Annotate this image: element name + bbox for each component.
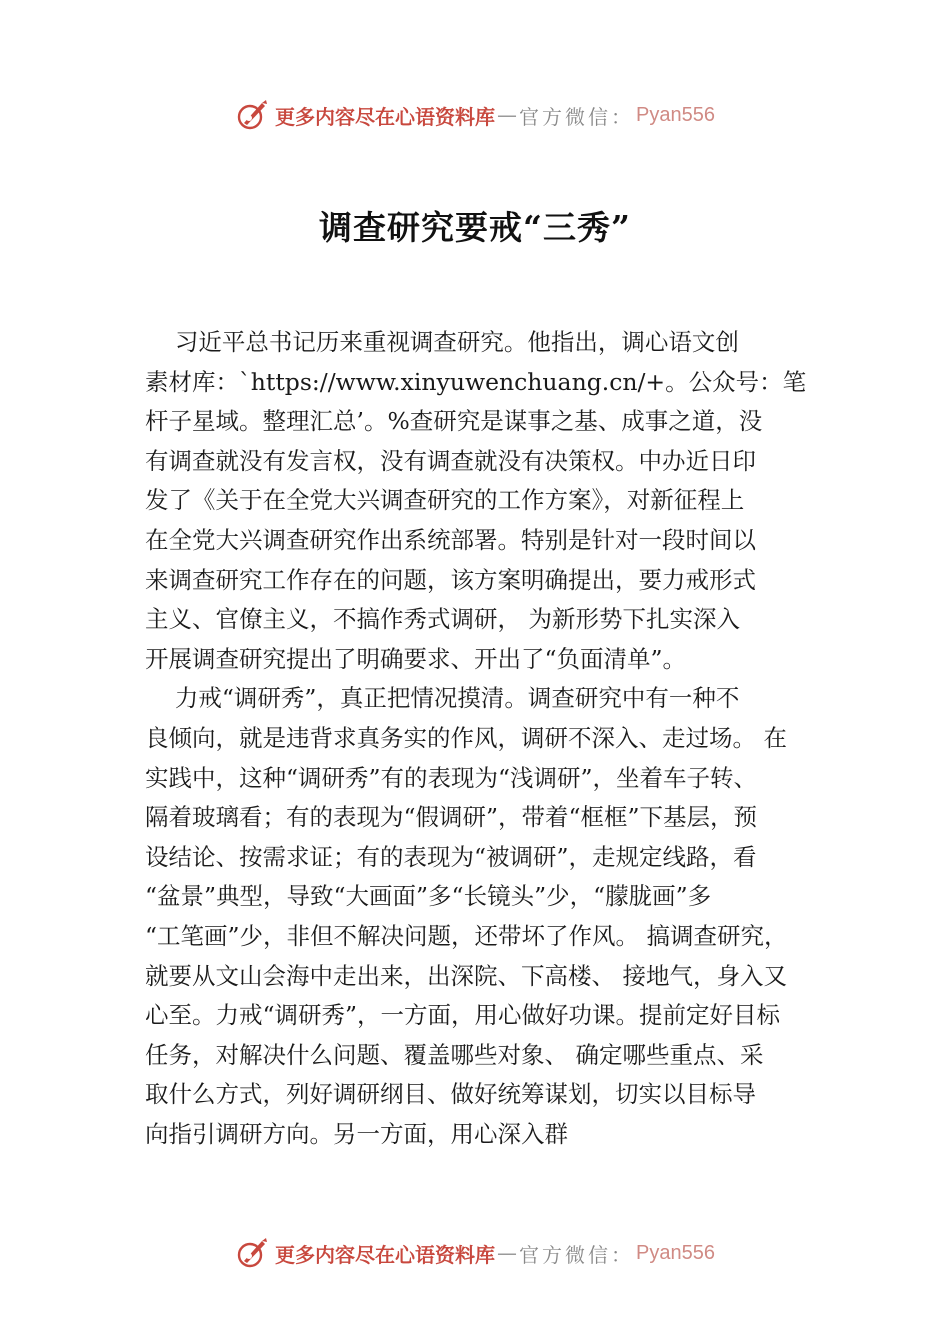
quill-pen-logo-icon <box>235 98 269 132</box>
text-line: 习近平总书记历来重视调查研究。他指出，调心语文创 <box>145 328 739 356</box>
text-line: 向指引调研方向。另一方面，用心深入群 <box>145 1119 568 1148</box>
header-banner <box>0 95 950 135</box>
footer-banner <box>0 1233 950 1273</box>
text-line: 有调查就没有发言权，没有调查就没有决策权。中办近日印 <box>145 446 756 475</box>
text-line: 力戒“调研秀”，真正把情况摸清。调查研究中有一种不 <box>145 684 740 713</box>
text-line: 来调查研究工作存在的问题，该方案明确提出，要力戒形式 <box>145 565 756 594</box>
text-line: 开展调查研究提出了明确要求、开出了“负面清单”。 <box>145 644 687 673</box>
banner-official-label: 官方微信： <box>519 104 635 129</box>
quill-pen-logo-icon <box>235 1236 269 1270</box>
banner-official-label: 官方微信： <box>519 1242 635 1267</box>
text-line: “工笔画”少，非但不解决问题，还带坏了作风。 搞调查研究， <box>145 921 788 950</box>
document-title: 调查研究要戒“三秀” <box>319 208 631 247</box>
banner-dash: — <box>497 1241 518 1265</box>
text-line: 隔着玻璃看；有的表现为“假调研”，带着“框框”下基层，预 <box>145 803 758 832</box>
text-line: 杆子星域。整理汇总’。%查研究是谋事之基、成事之道，没 <box>145 407 763 436</box>
text-line: 实践中，这种“调研秀”有的表现为“浅调研”，坐着车子转、 <box>145 763 758 792</box>
text-line: 就要从文山会海中走出来，出深院、下高楼、 接地气，身入又 <box>145 961 787 990</box>
text-line: 主义、官僚主义，不搞作秀式调研， 为新形势下扎实深入 <box>145 605 740 634</box>
banner-dash: — <box>497 103 518 127</box>
text-line: “盆景”典型，导致“大画面”多“长镜头”少，“朦胧画”多 <box>145 882 712 911</box>
text-line: 设结论、按需求证；有的表现为“被调研”，走规定线路，看 <box>145 842 757 871</box>
text-line: 取什么方式，列好调研纲目、做好统筹谋划，切实以目标导 <box>145 1080 756 1109</box>
banner-slogan: 更多内容尽在心语资料库 <box>275 104 496 129</box>
article-body <box>145 323 835 1154</box>
text-line: 任务，对解决什么问题、覆盖哪些对象、 确定哪些重点、采 <box>145 1040 764 1069</box>
text-line: 素材库：`https://www.xinyuwenchuang.cn/+。公众号：笔 <box>145 367 807 396</box>
text-line: 发了《关于在全党大兴调查研究的工作方案》，对新征程上 <box>145 486 745 515</box>
banner-slogan: 更多内容尽在心语资料库 <box>275 1242 496 1267</box>
banner-wechat-id: Pyan556 <box>636 1241 715 1264</box>
text-line: 心至。力戒“调研秀”，一方面，用心做好功课。提前定好目标 <box>145 1001 781 1030</box>
banner-wechat-id: Pyan556 <box>636 103 715 126</box>
text-line: 在全党大兴调查研究作出系统部署。特别是针对一段时间以 <box>145 525 756 554</box>
text-line: 良倾向，就是违背求真务实的作风，调研不深入、走过场。 在 <box>145 723 787 752</box>
